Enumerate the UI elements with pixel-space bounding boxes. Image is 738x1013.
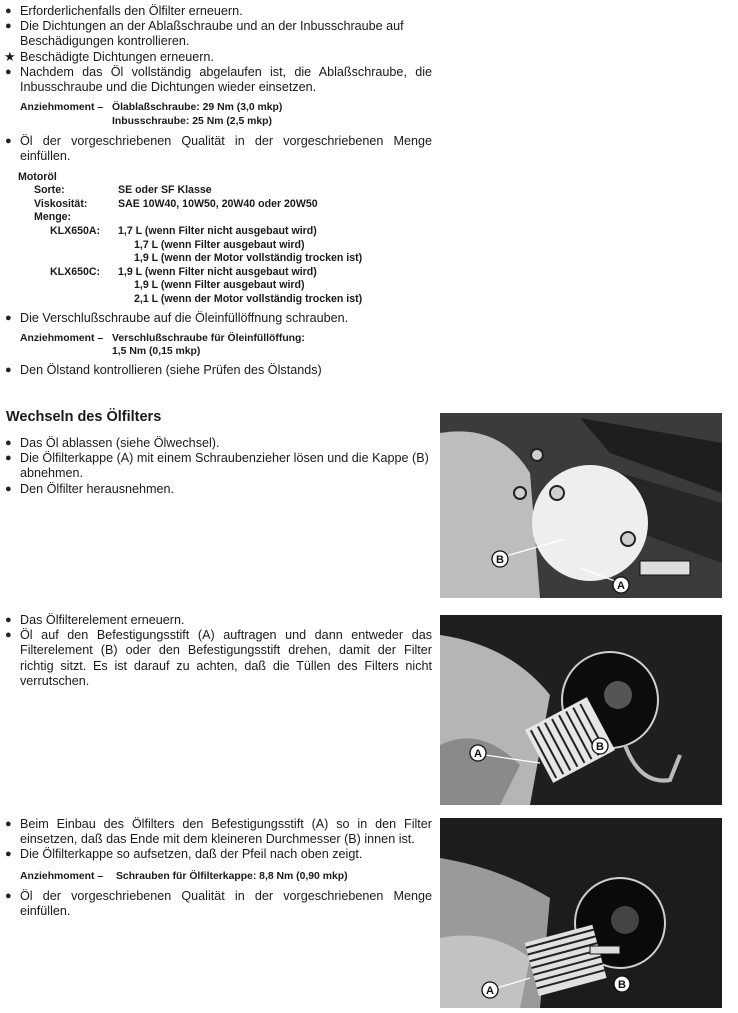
bullet-icon: ●: [5, 363, 12, 376]
step-item: ★ Beschädigte Dichtungen erneuern.: [4, 48, 214, 64]
motor-oil-spec: [18, 171, 432, 307]
spec-row: KLX650A: 1,7 L (wenn Filter nicht ausgebaut wird): [50, 225, 317, 237]
step-item: ● Die Verschlußschraube auf die Öleinfüllöffnung schrauben.: [5, 310, 349, 325]
star-icon: ★: [4, 48, 16, 64]
bullet-icon: ●: [5, 5, 12, 17]
filter-cap-shape: [532, 465, 648, 581]
step-item: ● Beim Einbau des Ölfilters den Befestigungsstift (A) so in den Filter einsetzen, daß das Ende mit dem kleineren Durchmesser (B) innen ist.: [5, 817, 432, 847]
spec-row: 1,9 L (wenn der Motor vollständig trocken ist): [134, 252, 363, 265]
step-item: ● Den Ölfilter herausnehmen.: [5, 481, 175, 496]
spec-row: Viskosität: SAE 10W40, 10W50, 20W40 oder 20W50: [34, 197, 318, 210]
bullet-icon: ●: [5, 437, 12, 449]
bullet-icon: ●: [5, 20, 12, 33]
bullet-icon: ●: [5, 818, 12, 830]
step-item: ● Nachdem das Öl vollständig abgelaufen ist, die Ablaßschraube, die Inbusschraube und die Dichtungen wieder einsetzen.: [5, 64, 432, 95]
spec-row: 1,9 L (wenn Filter ausgebaut wird): [134, 279, 305, 292]
step-item: ● Öl auf den Befestigungsstift (A) auftragen und dann entweder das Filterelement (B) oder den Befestigungsstift drehen, damit der Filter richtig sitzt. Es ist darauf zu achten, daß die Tüllen des Filters nicht verrutschen.: [5, 628, 432, 688]
bullet-icon: ●: [5, 135, 12, 148]
section-heading: Wechseln des Ölfilters: [6, 409, 162, 425]
filter-element-steps: [4, 613, 432, 689]
bullet-icon: ●: [5, 848, 12, 861]
step-item: ● Das Ölfilterelement erneuern.: [5, 613, 185, 627]
step-item: ● Die Dichtungen an der Ablaßschraube und an der Inbusschraube auf Beschädigungen kontrollieren.: [5, 19, 404, 49]
spec-title: Motoröl: [18, 170, 57, 183]
spec-row: Menge:: [34, 211, 72, 224]
bullet-icon: ●: [5, 452, 12, 465]
callout-b: B: [496, 554, 504, 566]
callout-b: B: [618, 979, 626, 991]
torque-spec-drain-plug: Anziehmoment – Ölablaßschraube: 29 Nm (3,0 mkp) Inbusschraube: 25 Nm (2,5 mkp): [20, 102, 283, 127]
bullet-icon: ●: [5, 890, 12, 903]
filter-removal-steps: [4, 436, 432, 497]
step-item: ● Öl der vorgeschriebenen Qualität in der vorgeschriebenen Menge einfüllen.: [5, 134, 432, 164]
callout-b: B: [596, 741, 604, 753]
callout-a: A: [617, 580, 625, 592]
callout-a: A: [474, 748, 482, 760]
torque-label: Anziehmoment –: [20, 332, 104, 344]
step-item: ● Den Ölstand kontrollieren (siehe Prüfen des Ölstands): [5, 362, 322, 377]
oil-change-steps: [4, 4, 432, 378]
step-item: ● Erforderlichenfalls den Ölfilter erneuern.: [5, 4, 243, 18]
step-item: ● Die Ölfilterkappe (A) mit einem Schraubenzieher lösen und die Kappe (B) abnehmen.: [5, 451, 429, 481]
spec-row: KLX650C: 1,9 L (wenn Filter nicht ausgebaut wird): [50, 265, 317, 278]
torque-spec-filler-cap: Anziehmoment – Verschlußschraube für Öleinfüllöffung: 1,5 Nm (0,15 mkp): [20, 332, 305, 358]
photo-filter-element: [440, 615, 722, 805]
step-item: ● Das Öl ablassen (siehe Ölwechsel).: [5, 436, 220, 450]
bullet-icon: ●: [5, 65, 12, 78]
torque-label: Anziehmoment –: [20, 870, 104, 882]
photo-filter-cap: [440, 413, 722, 598]
spec-row: 2,1 L (wenn der Motor vollständig trocken ist): [134, 292, 363, 305]
spec-row: 1,7 L (wenn Filter ausgebaut wird): [134, 238, 305, 251]
torque-spec-filter-cap: Anziehmoment – Schrauben für Ölfilterkappe: 8,8 Nm (0,90 mkp): [20, 870, 348, 882]
step-item: ● Die Ölfilterkappe so aufsetzen, daß der Pfeil nach oben zeigt.: [5, 847, 363, 862]
step-item: ● Öl der vorgeschriebenen Qualität in der vorgeschriebenen Menge einfüllen.: [5, 889, 432, 919]
bullet-icon: ●: [5, 629, 12, 642]
bullet-icon: ●: [5, 614, 12, 626]
bullet-icon: ●: [5, 482, 12, 495]
bullet-icon: ●: [5, 311, 12, 324]
torque-label: Anziehmoment –: [20, 102, 104, 114]
photo-filter-install: [440, 818, 722, 1008]
spec-row: Sorte: SE oder SF Klasse: [34, 184, 212, 197]
filter-install-steps: [4, 817, 432, 920]
callout-a: A: [486, 985, 494, 997]
